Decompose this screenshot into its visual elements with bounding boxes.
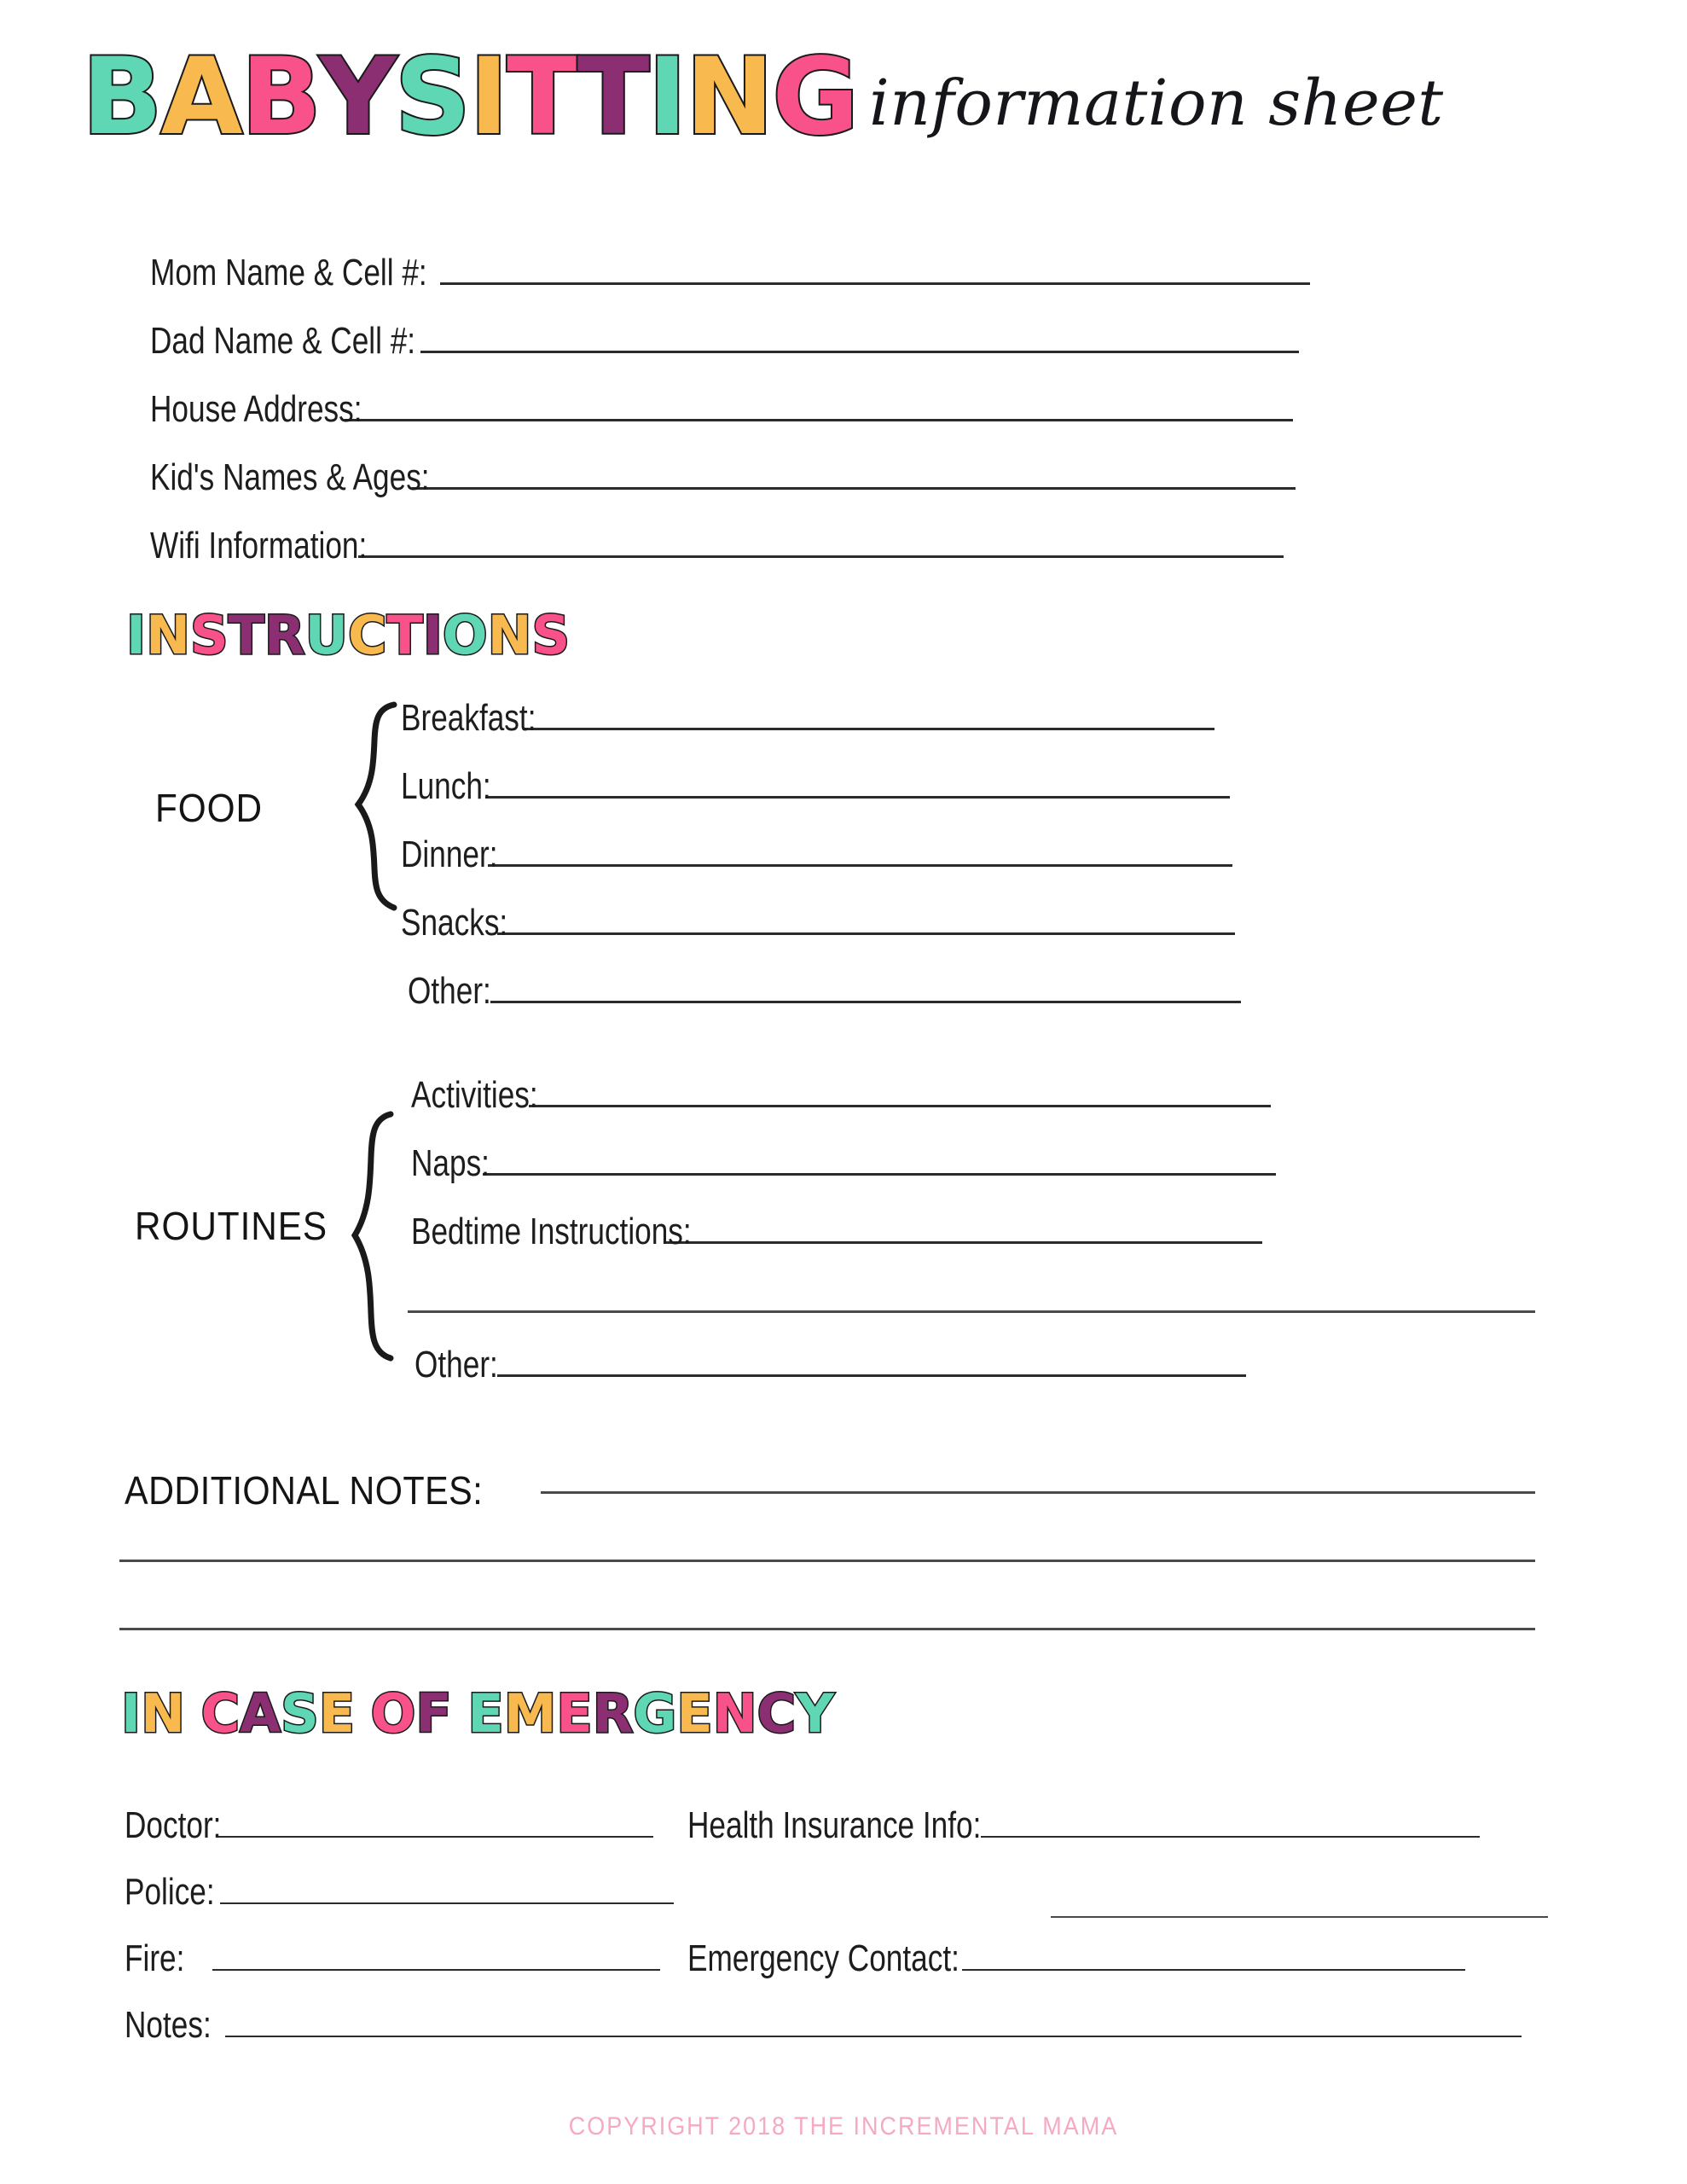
field-label: Notes:: [125, 2004, 212, 2046]
title-letter: G: [772, 36, 858, 159]
title-letter: I: [422, 604, 443, 666]
additional-notes-label: ADDITIONAL NOTES:: [125, 1468, 484, 1513]
write-in-line-additional-notes-2[interactable]: [119, 1560, 1535, 1562]
title-letter: C: [348, 604, 387, 666]
write-in-line-snacks[interactable]: [497, 932, 1235, 935]
write-in-line-fire[interactable]: [212, 1969, 660, 1971]
title-letter: N: [487, 604, 532, 666]
field-label: Snacks:: [401, 902, 508, 944]
title-letter: R: [592, 1682, 634, 1745]
field-row-snacks: [401, 904, 1235, 942]
field-label: Breakfast:: [401, 697, 536, 739]
write-in-line-mom-name[interactable]: [440, 282, 1310, 285]
title-letter: B: [241, 36, 320, 159]
title-letter: E: [467, 1682, 504, 1745]
field-row-fire: [125, 1937, 660, 1979]
title-letter: O: [370, 1682, 416, 1745]
title-letter: S: [531, 604, 571, 666]
field-row-kids-names: [150, 456, 1296, 498]
group-label-food: FOOD: [155, 786, 263, 830]
field-label: Emergency Contact:: [687, 1937, 959, 1979]
write-in-line-emergency-contact[interactable]: [962, 1969, 1465, 1971]
field-row-routines-other: [415, 1346, 1246, 1384]
field-label: Doctor:: [125, 1804, 222, 1846]
title-letter: T: [577, 36, 648, 159]
title-letter: Y: [796, 1682, 835, 1745]
title-letter: O: [442, 604, 488, 666]
group-label-routines: ROUTINES: [135, 1204, 328, 1248]
write-in-line-police[interactable]: [220, 1902, 674, 1904]
title-letter: C: [757, 1682, 797, 1745]
field-label: Fire:: [125, 1937, 185, 1979]
write-in-line-breakfast[interactable]: [523, 728, 1215, 730]
title-letter: T: [507, 36, 577, 159]
title-letter: [452, 1687, 468, 1740]
field-row-food-other: [408, 970, 1241, 1012]
brace-routines: [341, 1109, 401, 1365]
field-label: Other:: [415, 1344, 498, 1385]
field-row-breakfast: [401, 697, 1215, 739]
field-label: Wifi Information:: [150, 525, 368, 566]
emergency-heading: [121, 1682, 835, 1745]
write-in-line-bedtime-instructions[interactable]: [665, 1241, 1262, 1244]
field-row-naps: [411, 1142, 1276, 1184]
field-label: Bedtime Instructions:: [411, 1211, 692, 1252]
write-in-line-bedtime-continuation[interactable]: [408, 1310, 1535, 1313]
title-subtitle: information sheet: [869, 67, 1444, 140]
title-letter: T: [228, 604, 264, 666]
title-colored-word: [82, 36, 858, 159]
field-label: Naps:: [411, 1142, 490, 1184]
field-row-health-insurance: [687, 1804, 1480, 1846]
field-label: Activities:: [411, 1074, 538, 1116]
title-letter: G: [633, 1682, 677, 1745]
title-letter: I: [469, 36, 507, 159]
title-letter: [185, 1687, 201, 1740]
field-row-doctor: [125, 1804, 653, 1846]
field-row-mom-name: [150, 254, 1310, 292]
field-label: Dinner:: [401, 834, 498, 875]
field-row-emergency-contact: [687, 1937, 1465, 1979]
title-letter: M: [503, 1682, 557, 1745]
title-letter: I: [121, 1682, 142, 1745]
title-letter: E: [676, 1682, 713, 1745]
field-label: Police:: [125, 1871, 215, 1913]
title-letter: C: [200, 1682, 241, 1745]
field-row-dinner: [401, 836, 1232, 874]
title-letter: R: [264, 604, 305, 666]
write-in-line-food-other[interactable]: [490, 1001, 1241, 1003]
write-in-line-activities[interactable]: [529, 1105, 1271, 1107]
field-row-wifi-info: [150, 527, 1284, 565]
write-in-line-lunch[interactable]: [485, 796, 1230, 799]
instructions-heading: [126, 604, 571, 666]
title-letter: [355, 1687, 371, 1740]
title-letter: B: [82, 36, 161, 159]
title-letter: A: [160, 36, 241, 159]
page-title: [82, 36, 1617, 159]
title-letter: I: [647, 36, 686, 159]
write-in-line-naps[interactable]: [483, 1173, 1276, 1176]
write-in-line-emergency-notes[interactable]: [225, 2036, 1522, 2037]
field-row-police: [125, 1873, 674, 1911]
title-letter: U: [304, 604, 349, 666]
field-row-lunch: [401, 765, 1230, 807]
write-in-line-dad-name[interactable]: [420, 351, 1299, 353]
title-letter: S: [281, 1682, 319, 1745]
field-label: Kid's Names & Ages:: [150, 456, 430, 498]
brace-food: [345, 700, 404, 913]
field-row-bedtime-instructions: [411, 1213, 1262, 1251]
instructions-colored-word: [126, 604, 571, 666]
title-letter: I: [126, 604, 147, 666]
title-letter: F: [415, 1682, 452, 1745]
field-label: House Address:: [150, 388, 362, 430]
title-letter: E: [556, 1682, 593, 1745]
title-letter: E: [318, 1682, 356, 1745]
field-row-house-address: [150, 388, 1293, 430]
emergency-colored-word: [121, 1682, 835, 1745]
write-in-line-additional-notes-3[interactable]: [119, 1628, 1535, 1630]
footer-copyright: [0, 2112, 1687, 2141]
write-in-line-house-address[interactable]: [345, 419, 1293, 421]
field-row-dad-name: [150, 322, 1299, 360]
write-in-line-routines-other[interactable]: [497, 1374, 1246, 1377]
write-in-line-health-insurance-continuation[interactable]: [1051, 1916, 1548, 1918]
title-letter: T: [386, 604, 423, 666]
write-in-line-kids-names[interactable]: [412, 487, 1296, 490]
field-label: Other:: [408, 970, 491, 1012]
title-letter: N: [141, 1682, 185, 1745]
field-label: Dad Name & Cell #:: [150, 320, 416, 362]
title-letter: S: [189, 604, 229, 666]
field-label: Health Insurance Info:: [687, 1804, 982, 1846]
title-letter: A: [240, 1682, 281, 1745]
field-row-emergency-notes: [125, 2004, 1522, 2046]
title-letter: Y: [320, 36, 395, 159]
field-label: Lunch:: [401, 765, 491, 807]
write-in-line-doctor[interactable]: [217, 1836, 653, 1838]
title-letter: N: [685, 36, 773, 159]
write-in-line-additional-notes-1[interactable]: [541, 1491, 1535, 1494]
field-label: Mom Name & Cell #:: [150, 252, 427, 293]
write-in-line-dinner[interactable]: [488, 864, 1232, 867]
field-row-activities: [411, 1074, 1271, 1116]
footer-copyright-text: COPYRIGHT 2018 THE INCREMENTAL MAMA: [568, 2112, 1119, 2140]
title-letter: N: [712, 1682, 757, 1745]
write-in-line-health-insurance[interactable]: [981, 1836, 1480, 1838]
write-in-line-wifi-info[interactable]: [358, 555, 1284, 558]
title-letter: N: [146, 604, 190, 666]
title-letter: S: [394, 36, 470, 159]
